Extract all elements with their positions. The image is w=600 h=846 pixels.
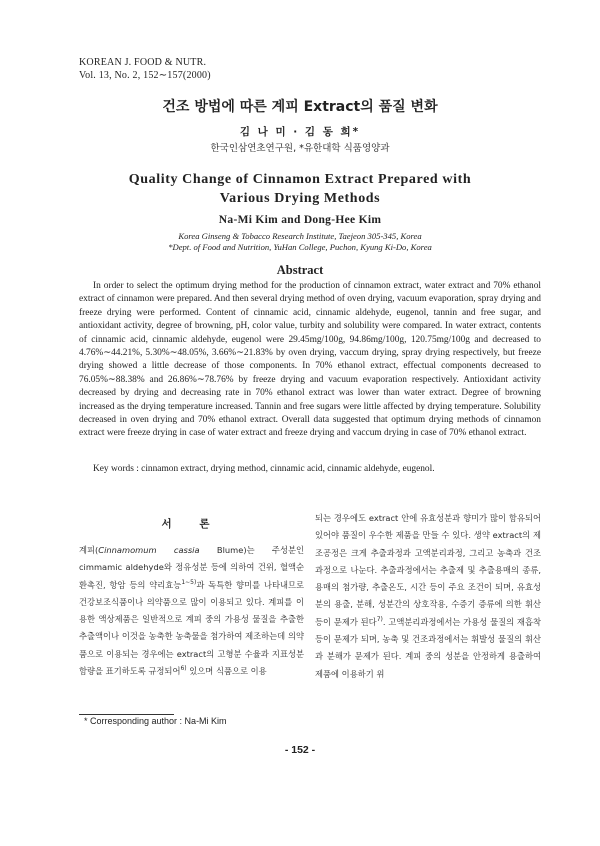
corresponding-author-footnote: * Corresponding author : Na-Mi Kim (84, 716, 227, 726)
english-title (0, 170, 600, 208)
journal-volume: Vol. 13, No. 2, 152∼157(2000) (79, 70, 211, 81)
reference-6: 6) (180, 665, 187, 673)
korean-affiliation: 한국인삼연초연구원, *유한대학 식품영양과 (210, 143, 390, 154)
korean-title: 건조 방법에 따른 계피 Extract의 품질 변화 (162, 99, 438, 115)
reference-7: 7) (376, 616, 383, 624)
reference-1-5: 1∼5) (181, 578, 197, 586)
intro-text-6: . 고액분리과정에서는 가용성 물질의 재흡착 등이 문제가 되며, 농축 및 건조과정에서는 휘발성 물질의 휘산과 분해가 문제가 된다. 계피 중의 성분을 안정하게 용출하여 제품에 이용하기 위 (315, 616, 541, 679)
english-authors: Na-Mi Kim and Dong-Hee Kim (218, 214, 382, 226)
english-title-line1: Quality Change of Cinnamon Extract Prepared with (128, 172, 472, 187)
intro-left-column (79, 542, 304, 680)
intro-right-column (315, 510, 541, 683)
journal-header (79, 56, 211, 82)
page-number: - 152 - (284, 744, 316, 756)
journal-name: KOREAN J. FOOD & NUTR. (79, 57, 207, 68)
english-affiliation-line2: *Dept. of Food and Nutrition, YuHan College, Puchon, Kyung Ki-Do, Korea (168, 242, 432, 252)
intro-text-1: 계피( (79, 545, 99, 555)
intro-text-5: 되는 경우에도 extract 안에 유효성분과 향미가 많이 함유되어 있어야 품질이 우수한 제품을 만들 수 있다. 생약 extract의 제조공정은 크게 추출과정과 고액분리과정, 그리고 농축과 건조과정으로 나눈다. 추출과정에서는 추출제 및 추출용매의 종류, 용매의 첨가량, 추출온도, 시간 등이 주요 조건이 되며, 유효성분의 용출, 분해, 성분간의 상호작용, 수증기 증류에 의한 휘산 등이 문제가 된다 (315, 513, 541, 627)
abstract-body: In order to select the optimum drying method for the production of cinnamon extract, water extract and 70% ethanol extract of cinnamon were prepared. And then several drying method of oven drying, vacuum evaporation, spray drying and freeze drying were performed. Content of cinnamic acid, cinnamic aldehyde, eugenol, tannin and free sugar, and antioxidant activity, degree of browning, pH, color value, turbity and solubility were compared. In water extract, contents of cinnamic acid, cinnamic aldehyde, eugenol were 29.45mg/100g, 94.86mg/100g, 120.75mg/100g and decreased to 4.76%∼44.21%, 5.30%∼48.05%, 3.66%∼21.83% by oven drying, vaccum drying, spray drying respectively, but freeze drying showed a little decrease of those components. In 70% ethanol extract, effectual components decreased to 76.05%∼88.38% and 26.86%∼78.76% by freeze drying and vacuum evaporation respectively. Antioxidant activity decreased by drying and decreasing rate in 70% ethanol extract was lower than water extract. Degree of browning increased as the drying temperature increased. Tannin and free sugars were little affected by drying temperature. Solubility decreased in oven drying and 70% ethanol extract. Overall data suggested that optimum drying methods of cinnamon extract were freeze drying in case of water extract and freeze drying and vaccum drying in case of 70% ethanol extract. (79, 281, 541, 439)
species-name: Cinnamomum cassia (98, 545, 200, 555)
abstract-heading: Abstract (276, 263, 324, 277)
footnote-rule (79, 714, 174, 715)
english-affiliation (0, 231, 600, 253)
keywords: Key words : cinnamon extract, drying method, cinnamic acid, cinnamic aldehyde, eugenol. (93, 464, 435, 474)
intro-text-4: 있으며 식품으로 이용 (186, 666, 267, 677)
introduction-heading: 서 론 (161, 518, 222, 530)
intro-text-3: 과 독특한 향미를 나타내므로 건강보조식품이나 의약품으로 많이 이용되고 있다. 계피를 이용한 액상제품은 일반적으로 계피 중의 가용성 물질을 추출한 추출액이나 이것을 농축한 농축물을 첨가하여 제조하는데 의약품으로 이용되는 경우에는 extract의 고형분 수율과 지표성분 함량을 표기하도록 규정되어 (79, 579, 305, 677)
english-title-line2: Various Drying Methods (219, 191, 381, 206)
korean-authors: 김 나 미 · 김 동 희* (239, 126, 361, 138)
intro-text-2: Blume)는 주성분인 cimmamic aldehyde와 정유성분 등에 의하여 건위, 혈액순환촉진, 항암 등의 약리효능 (79, 545, 304, 590)
english-affiliation-line1: Korea Ginseng & Tobacco Research Institute, Taejeon 305-345, Korea (178, 231, 422, 241)
